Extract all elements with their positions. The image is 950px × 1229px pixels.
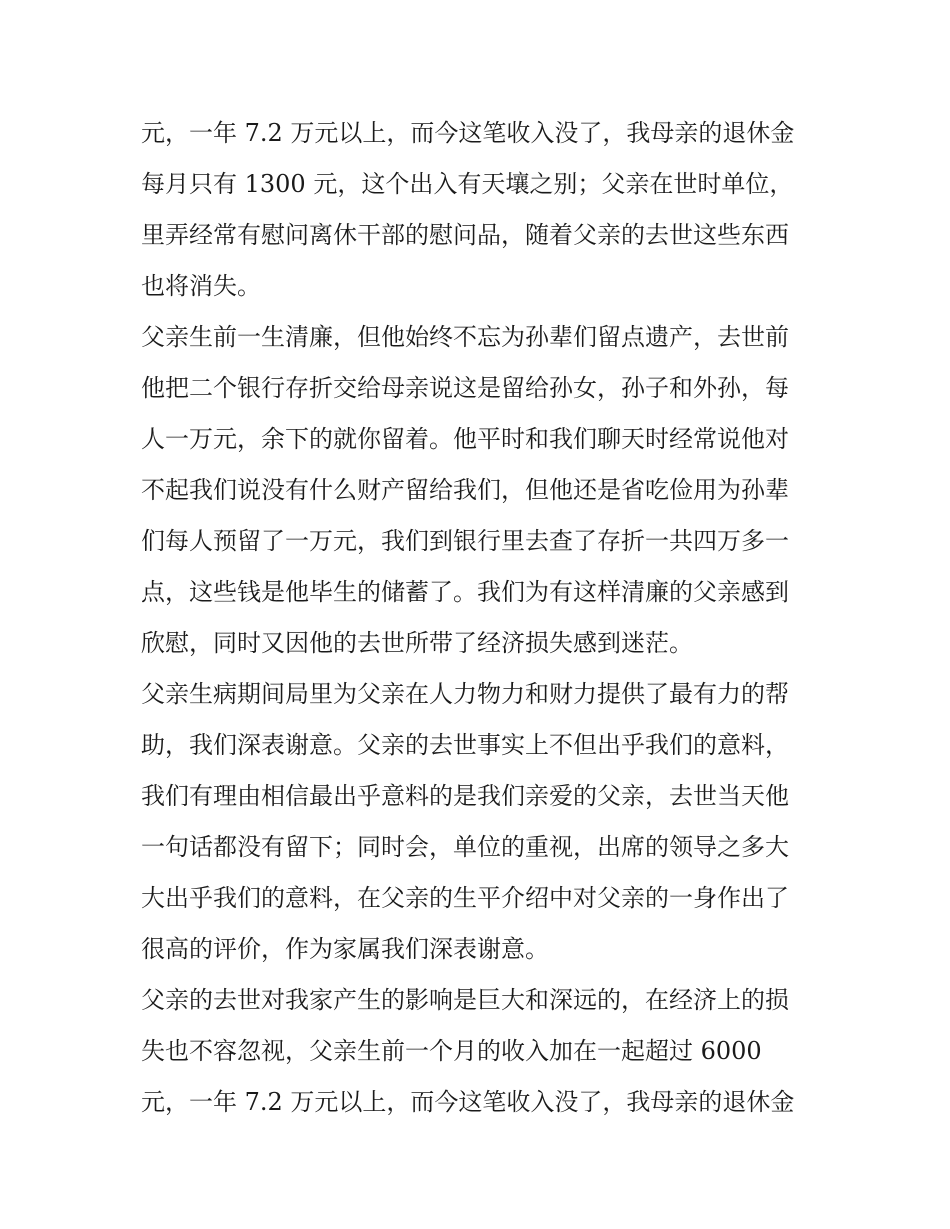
- text-line: 一句话都没有留下；同时会，单位的重视，出席的领导之多大: [141, 833, 789, 861]
- text-line: 人一万元，余下的就你留着。他平时和我们聊天时经常说他对: [141, 425, 789, 453]
- text-line: 父亲的去世对我家产生的影响是巨大和深远的，在经济上的损: [141, 986, 789, 1014]
- text-line: 元，一年 7.2 万元以上，而今这笔收入没了，我母亲的退休金: [141, 119, 795, 147]
- text-line: 点，这些钱是他毕生的储蓄了。我们为有这样清廉的父亲感到: [141, 578, 789, 606]
- body-text: [141, 108, 821, 1128]
- text-line: 不起我们说没有什么财产留给我们，但他还是省吃俭用为孙辈: [141, 476, 789, 504]
- text-line: 失也不容忽视，父亲生前一个月的收入加在一起超过 6000: [141, 1037, 762, 1065]
- text-line: 父亲生病期间局里为父亲在人力物力和财力提供了最有力的帮: [141, 680, 789, 708]
- text-line: 他把二个银行存折交给母亲说这是留给孙女，孙子和外孙，每: [141, 374, 789, 402]
- text-line: 每月只有 1300 元，这个出入有天壤之别；父亲在世时单位，: [141, 170, 794, 198]
- text-line: 很高的评价，作为家属我们深表谢意。: [141, 935, 549, 963]
- text-line: 助，我们深表谢意。父亲的去世事实上不但出乎我们的意料，: [141, 731, 789, 759]
- text-line: 欣慰，同时又因他的去世所带了经济损失感到迷茫。: [141, 629, 693, 657]
- text-line: 大出乎我们的意料，在父亲的生平介绍中对父亲的一身作出了: [141, 884, 789, 912]
- text-line: 也将消失。: [141, 272, 261, 300]
- text-line: 元，一年 7.2 万元以上，而今这笔收入没了，我母亲的退休金: [141, 1088, 795, 1116]
- text-line: 父亲生前一生清廉，但他始终不忘为孙辈们留点遗产，去世前: [141, 323, 789, 351]
- text-line: 们每人预留了一万元，我们到银行里去查了存折一共四万多一: [141, 527, 789, 555]
- text-line: 我们有理由相信最出乎意料的是我们亲爱的父亲，去世当天他: [141, 782, 789, 810]
- text-line: 里弄经常有慰问离休干部的慰问品，随着父亲的去世这些东西: [141, 221, 789, 249]
